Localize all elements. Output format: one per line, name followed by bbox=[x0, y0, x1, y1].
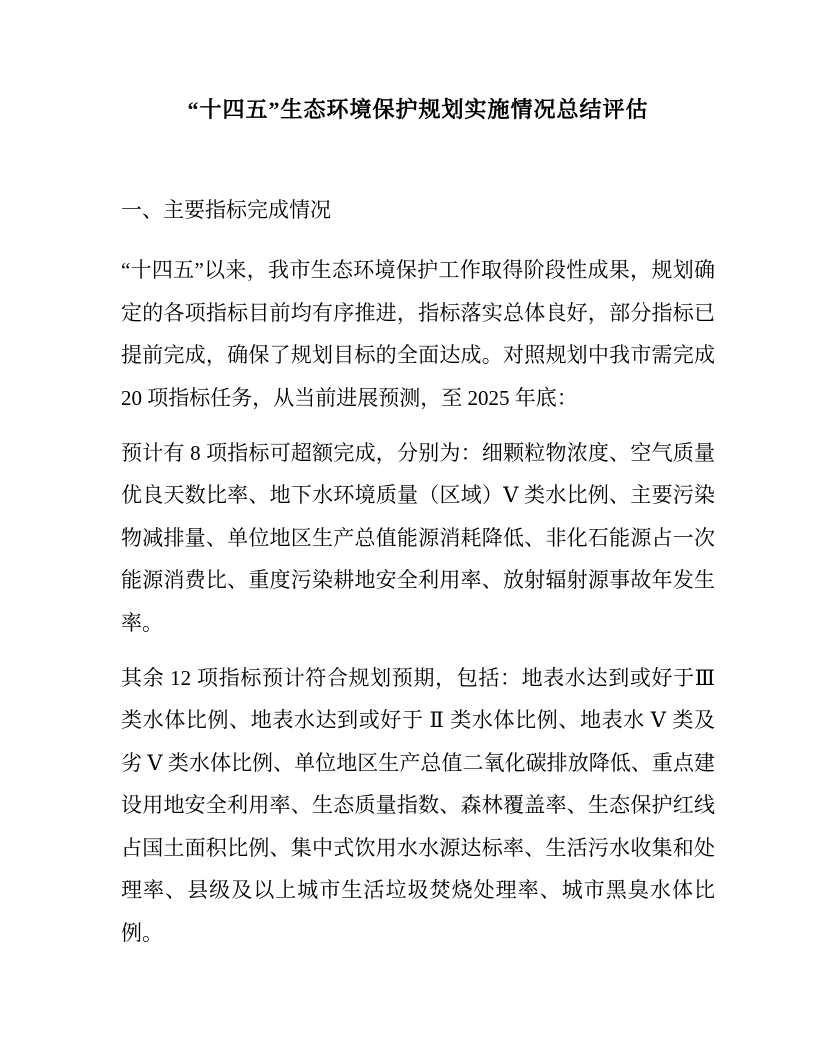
paragraph-expected-indicators: 其余 12 项指标预计符合规划预期，包括：地表水达到或好于Ⅲ类水体比例、地表水达到或好于 Ⅱ 类水体比例、地表水 Ⅴ 类及劣 Ⅴ 类水体比例、单位地区生产总值二氧化碳排放降低、重点建设用地安全利用率、生态质量指数、森林覆盖率、生态保护红线占国土面积比例、集中式饮用水水源达标率、生活污水收集和处理率、县级及以上城市生活垃圾焚烧处理率、城市黑臭水体比例。 bbox=[121, 665, 715, 945]
document-title: “十四五”生态环境保护规划实施情况总结评估 bbox=[187, 97, 649, 122]
paragraph-overview: “十四五”以来，我市生态环境保护工作取得阶段性成果，规划确定的各项指标目前均有序推进，指标落实总体良好，部分指标已提前完成，确保了规划目标的全面达成。对照规划中我市需完成 20 项指标任务，从当前进展预测，至 2025 年底： bbox=[121, 258, 715, 410]
section-heading-main-indicators: 一、主要指标完成情况 bbox=[121, 198, 331, 222]
paragraph-exceeded-indicators: 预计有 8 项指标可超额完成，分别为：细颗粒物浓度、空气质量优良天数比率、地下水环境质量（区域）Ⅴ 类水比例、主要污染物减排量、单位地区生产总值能源消耗降低、非化石能源占一次能源消费比、重度污染耕地安全利用率、放射辐射源事故年发生率。 bbox=[121, 440, 715, 635]
